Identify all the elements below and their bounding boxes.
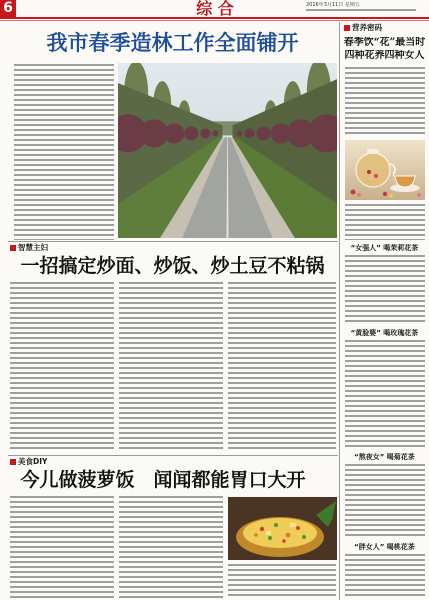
- main-headline: 我市春季造林工作全面铺开: [46, 31, 299, 55]
- pineapple-rice-photo: [228, 497, 337, 560]
- red-square-marker: [10, 459, 16, 465]
- section-label-text: 智慧主妇: [18, 243, 48, 252]
- section-rule: [8, 455, 338, 456]
- sidebar-subhead-2: “黄脸婆” 喝玫瑰花茶: [350, 329, 419, 337]
- sidebar-label-text: 营养密码: [352, 23, 382, 32]
- section-label-food-diy: [10, 457, 47, 466]
- section3-body-col2: [119, 496, 223, 598]
- forest-road-photo: [118, 63, 337, 238]
- section2-body-col2: [119, 282, 223, 452]
- page-number: 6: [0, 0, 16, 17]
- issue-date: 2016年3月11日 星期五: [306, 2, 360, 8]
- section3-body-col1: [10, 496, 114, 598]
- sidebar-subhead-1: “女强人” 喝茉莉花茶: [350, 244, 419, 252]
- section3-headline: 今儿做菠萝饭 闻闻都能胃口大开: [20, 469, 306, 491]
- main-article-body: [14, 64, 114, 240]
- section-label-text: 美食DIY: [18, 457, 48, 466]
- section-title: 综 合: [196, 0, 234, 17]
- column-divider: [339, 22, 340, 600]
- sidebar-text-block: [345, 464, 425, 539]
- sidebar-subhead-3: “熬夜女” 喝菊花茶: [354, 453, 415, 461]
- teapot-lid: [367, 149, 379, 154]
- section3-body-col3: [228, 564, 336, 598]
- sidebar-headline-line1: 春季饮“花”最当时: [343, 37, 426, 48]
- red-square-marker: [344, 25, 350, 31]
- sidebar-text-block: [345, 340, 425, 450]
- header-rule-thin: [0, 20, 429, 21]
- section-rule: [8, 241, 338, 242]
- sidebar-text-block: [345, 554, 425, 598]
- header-rule: [0, 17, 429, 19]
- fried-rice: [243, 518, 317, 548]
- sidebar-intro-text: [345, 67, 425, 137]
- section2-body-col1: [10, 282, 114, 452]
- section2-headline: 一招搞定炒面、炒饭、炒土豆不粘锅: [20, 255, 325, 277]
- sidebar-headline-line2: 四种花养四种女人: [344, 50, 425, 61]
- glass-teapot: [356, 153, 390, 187]
- sidebar-subhead-4: “胖女人” 喝桃花茶: [354, 543, 415, 551]
- editor-credits-text: [306, 9, 416, 12]
- sidebar-text-block: [345, 204, 425, 240]
- sidebar-text-block: [345, 255, 425, 325]
- section-label-smart-housewife: [10, 243, 48, 252]
- red-square-marker: [10, 245, 16, 251]
- flower-tea-photo: [345, 140, 425, 200]
- section2-body-col3: [228, 282, 336, 452]
- sidebar-label-nutrition: [344, 23, 382, 32]
